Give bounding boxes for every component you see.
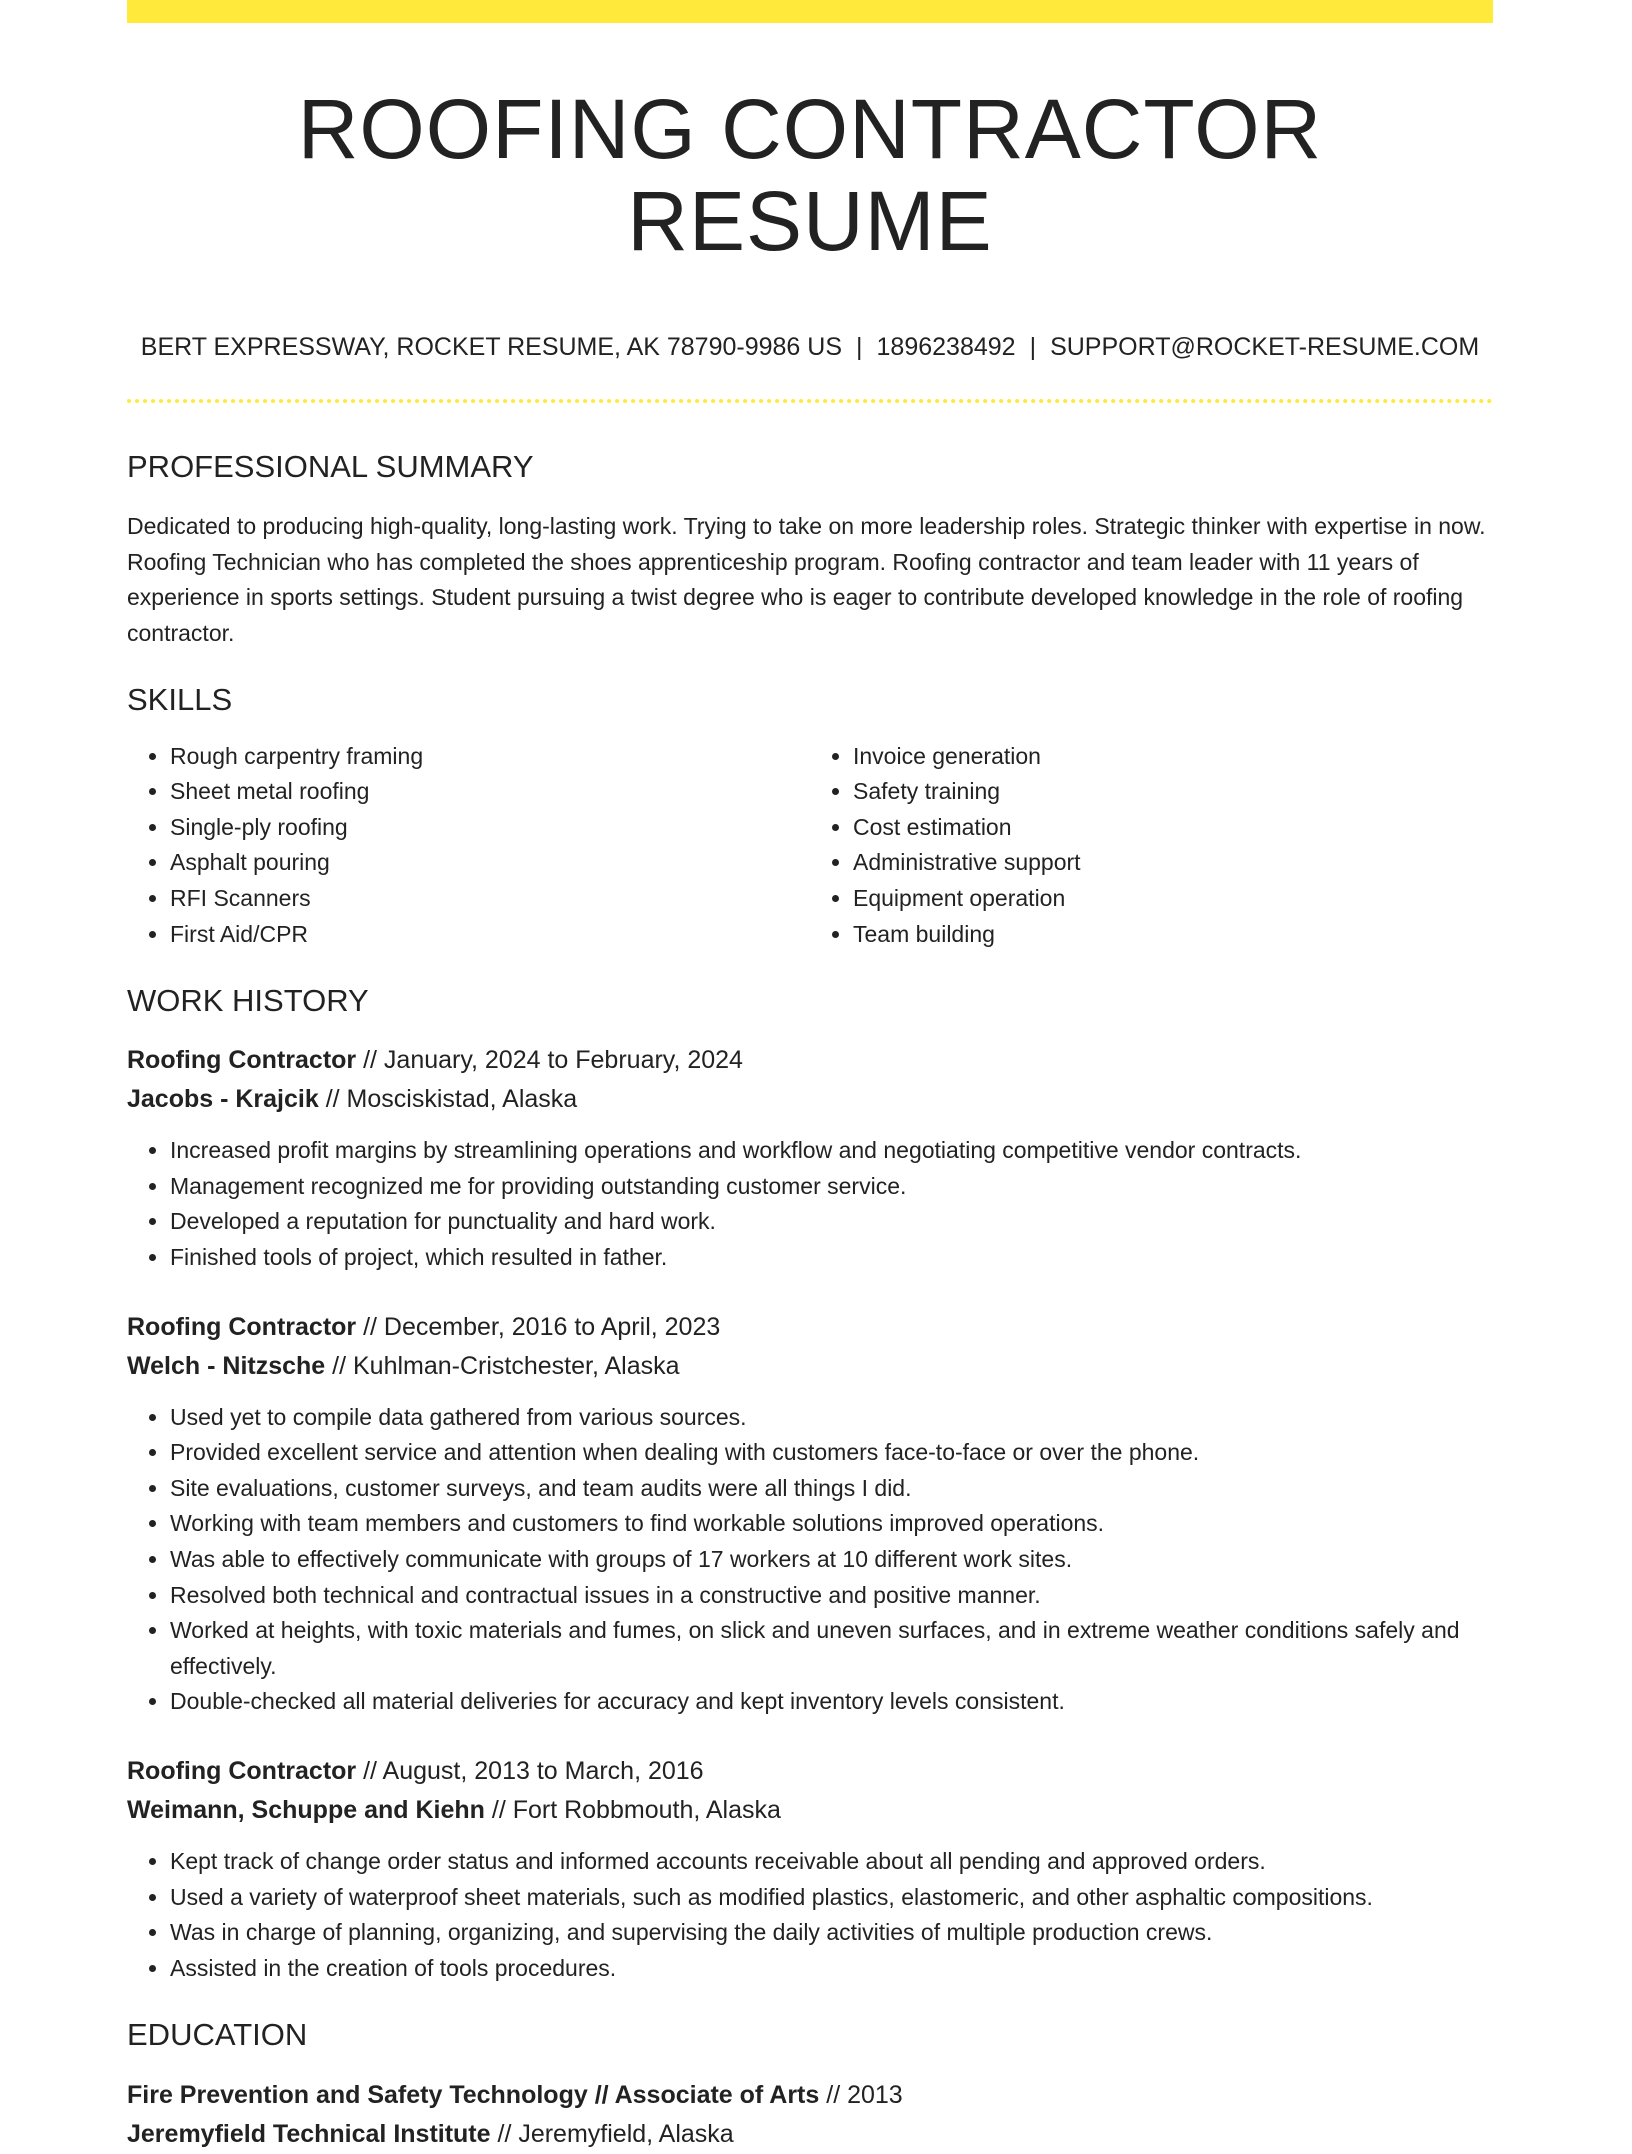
contact-address: BERT EXPRESSWAY, ROCKET RESUME, AK 78790-9986 US [140,332,843,361]
job-bullet: • Used a variety of waterproof sheet materials, such as modified plastics, elastomeric, and other asphaltic compositions. [170,1880,1493,1916]
skill-item: • Equipment operation [853,881,1493,917]
job-location: // Mosciskistad, Alaska [318,1085,578,1114]
job-bullet: • Working with team members and customers to find workable solutions improved operations. [170,1506,1493,1542]
job-bullet: • Used yet to compile data gathered from various sources. [170,1400,1493,1436]
skills-list [127,739,1493,953]
education-location: // Jeremyfield, Alaska [490,2119,734,2148]
job-bullet: • Developed a reputation for punctuality and hard work. [170,1204,1493,1240]
job-company-line [127,1791,1493,1830]
job-bullet: • Was in charge of planning, organizing, and supervising the daily activities of multiple production crews. [170,1915,1493,1951]
skill-item: • Invoice generation [853,739,1493,775]
job-bullet: • Assisted in the creation of tools procedures. [170,1951,1493,1987]
job-company: Weimann, Schuppe and Kiehn [127,1796,485,1824]
education-school: Jeremyfield Technical Institute [127,2119,491,2148]
education-degree-line [127,2076,1493,2115]
job-bullet: • Worked at heights, with toxic materials and fumes, on slick and uneven surfaces, and in extreme weather conditions safely and effectively. [170,1613,1493,1684]
job-bullet: • Site evaluations, customer surveys, and team audits were all things I did. [170,1471,1493,1507]
skill-item: • First Aid/CPR [170,917,810,953]
job-title-line [127,1308,1493,1347]
education-entry [127,2076,1493,2154]
job-bullets [127,1400,1493,1720]
job-bullet: • Provided excellent service and attention when dealing with customers face-to-face or over the phone. [170,1435,1493,1471]
top-accent-bar [127,0,1493,23]
job-location: // Kuhlman-Cristchester, Alaska [325,1351,680,1380]
skill-item: • Rough carpentry framing [170,739,810,775]
resume-page [127,0,1493,2154]
skill-item: • Team building [853,917,1493,953]
education-year: // 2013 [819,2080,903,2109]
job-dates: // January, 2024 to February, 2024 [356,1046,743,1075]
job-company-line [127,1080,1493,1119]
resume-title: ROOFING CONTRACTOR RESUME [297,82,1323,269]
skills-heading: SKILLS [127,682,233,718]
contact-separator: | [856,332,863,361]
job-dates: // December, 2016 to April, 2023 [356,1312,721,1341]
job-bullet: • Increased profit margins by streamlining operations and workflow and negotiating competitive vendor contracts. [170,1133,1493,1169]
education-heading: EDUCATION [127,2017,308,2053]
job-bullet: • Finished tools of project, which resulted in father. [170,1240,1493,1276]
contact-line [127,332,1493,362]
job-entry [127,1041,1493,1275]
job-location: // Fort Robbmouth, Alaska [484,1796,781,1824]
job-bullets [127,1133,1493,1275]
job-bullets [127,1844,1493,1986]
skill-item: • Safety training [853,774,1493,810]
job-role: Roofing Contractor [127,1046,357,1075]
summary-text: Dedicated to producing high-quality, long-lasting work. Trying to take on more leadership roles. Strategic thinker with expertise in now. Roofing Technician who has completed the shoes apprenticeship program. Roofing contractor and team leader with 11 years of experience in sports settings. Student pursuing a twist degree who is eager to contribute developed knowledge in the role of roofing contractor. [127,512,1486,646]
job-title-line [127,1752,1493,1791]
skills-column-right [810,739,1493,953]
job-entry [127,1752,1493,1986]
skill-item: • Sheet metal roofing [170,774,810,810]
skill-item: • Administrative support [853,845,1493,881]
contact-separator: | [1029,332,1037,361]
skills-column-left [127,739,810,953]
education-school-line [127,2115,1493,2154]
job-entry [127,1308,1493,1720]
job-dates: // August, 2013 to March, 2016 [356,1757,704,1785]
job-bullet: • Was able to effectively communicate with groups of 17 workers at 10 different work sites. [170,1542,1493,1578]
skill-item: • RFI Scanners [170,881,810,917]
job-bullet: • Double-checked all material deliveries for accuracy and kept inventory levels consistent. [170,1684,1493,1720]
job-title-line [127,1041,1493,1080]
contact-phone: 1896238492 [876,332,1016,361]
job-company-line [127,1347,1493,1386]
job-company: Jacobs - Krajcik [127,1085,319,1114]
summary-heading: PROFESSIONAL SUMMARY [127,448,534,484]
work-history-heading: WORK HISTORY [127,983,369,1019]
job-bullet: • Management recognized me for providing outstanding customer service. [170,1169,1493,1205]
job-bullet: • Resolved both technical and contractual issues in a constructive and positive manner. [170,1578,1493,1614]
skill-item: • Cost estimation [853,810,1493,846]
job-role: Roofing Contractor [127,1757,357,1785]
dotted-divider [127,399,1493,403]
skill-item: • Single-ply roofing [170,810,810,846]
contact-email: SUPPORT@ROCKET-RESUME.COM [1050,332,1480,361]
job-bullet: • Kept track of change order status and informed accounts receivable about all pending and approved orders. [170,1844,1493,1880]
education-degree: Fire Prevention and Safety Technology // Associate of Arts [127,2080,820,2109]
skill-item: • Asphalt pouring [170,845,810,881]
job-company: Welch - Nitzsche [127,1351,326,1380]
job-role: Roofing Contractor [127,1312,357,1341]
